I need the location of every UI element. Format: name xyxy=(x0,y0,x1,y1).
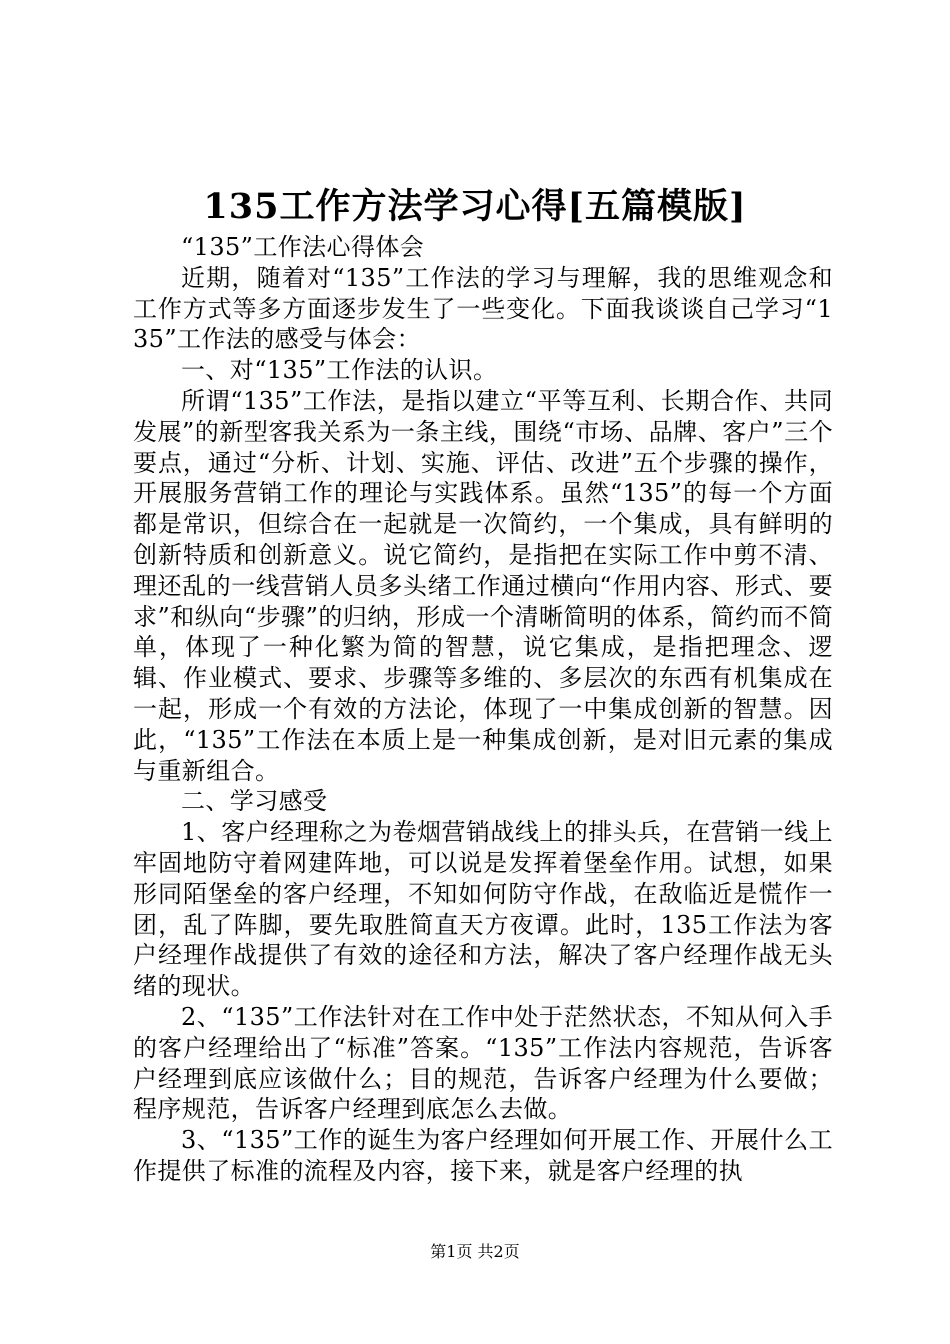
paragraph-definition: 所谓“135”工作法，是指以建立“平等互利、长期合作、共同发展”的新型客我关系为一条主线，围绕“市场、品牌、客户”三个要点，通过“分析、计划、实施、评估、改进”五个步骤的操作，开展服务营销工作的理论与实践体系。虽然“135”的每一个方面都是常识，但综合在一起就是一次简约，一个集成，具有鲜明的创新特质和创新意义。说它简约，是指把在实际工作中剪不清、理还乱的一线营销人员多头绪工作通过横向“作用内容、形式、要求”和纵向“步骤”的归纳，形成一个清晰简明的体系，简约而不简单，体现了一种化繁为简的智慧，说它集成，是指把理念、逻辑、作业模式、要求、步骤等多维的、多层次的东西有机集成在一起，形成一个有效的方法论，体现了一中集成创新的智慧。因此，“135”工作法在本质上是一种集成创新，是对旧元素的集成与重新组合。 xyxy=(133,386,833,785)
page-number-footer: 第1页 共2页 xyxy=(430,1242,520,1261)
document-title: 135工作方法学习心得[五篇模版] xyxy=(203,186,747,227)
section-heading-1: 一、对“135”工作法的认识。 xyxy=(181,356,498,385)
section-heading-2: 二、学习感受 xyxy=(181,787,328,816)
paragraph-point-2: 2、“135”工作法针对在工作中处于茫然状态，不知从何入手的客户经理给出了“标准”答案。“135”工作法内容规范，告诉客户经理到底应该做什么；目的规范，告诉客户经理为什么要做；程序规范，告诉客户经理到底怎么去做。 xyxy=(133,1002,833,1124)
paragraph-point-1: 1、客户经理称之为卷烟营销战线上的排头兵，在营销一线上牢固地防守着网建阵地，可以说是发挥着堡垒作用。试想，如果形同陌堡垒的客户经理，不知如何防守作战，在敌临近是慌作一团，乱了阵脚，要先取胜简直天方夜谭。此时，135工作法为客户经理作战提供了有效的途径和方法，解决了客户经理作战无头绪的现状。 xyxy=(133,818,833,1001)
paragraph-subtitle: “135”工作法心得体会 xyxy=(181,233,425,261)
document-body xyxy=(133,232,833,1187)
paragraph-intro: 近期，随着对“135”工作法的学习与理解，我的思维观念和工作方式等多方面逐步发生了一些变化。下面我谈谈自己学习“135”工作法的感受与体会： xyxy=(133,263,833,354)
paragraph-point-3: 3、“135”工作的诞生为客户经理如何开展工作、开展什么工作提供了标准的流程及内容，接下来，就是客户经理的执 xyxy=(133,1126,833,1185)
